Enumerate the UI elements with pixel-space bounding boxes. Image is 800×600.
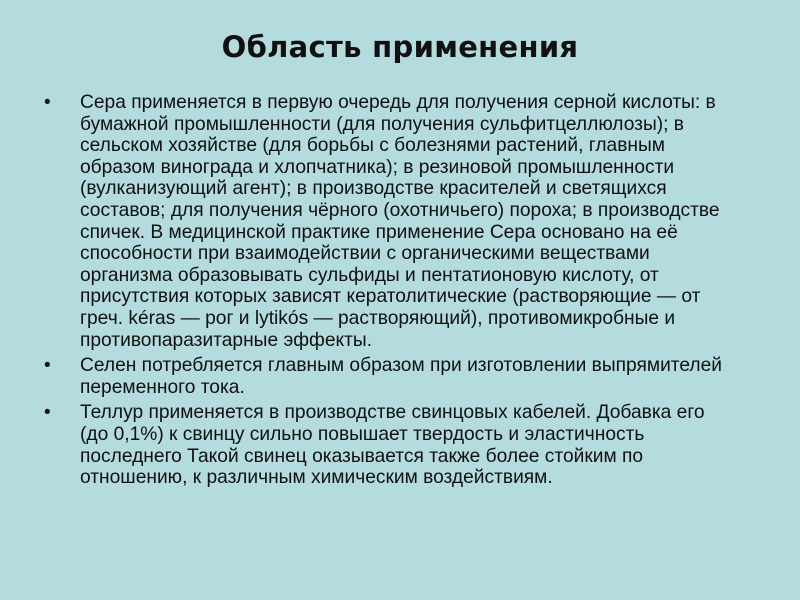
bullet-text-tellurium: Теллур применяется в производстве свинцовых кабелей. Добавка его (до 0,1%) к свинцу сильно повышает твердость и эластичность последнего Такой свинец оказывается также более стойким по отношению, к различным химическим воздействиям. bbox=[80, 402, 705, 489]
bullet-list bbox=[44, 92, 734, 493]
bullet-text-sulfur: Сера применяется в первую очередь для получения серной кислоты: в бумажной промышленности (для получения сульфитцеллюлозы); в сельском хозяйстве (для борьбы с болезнями растений, главным образом винограда и хлопчатника); в резиновой промышленности (вулканизующий агент); в производстве красителей и светящихся составов; для получения чёрного (охотничьего) пороха; в производстве спичек. В медицинской практике применение Сера основано на её способности при взаимодействии с органическими веществами организма образовывать сульфиды и пентатионовую кислоту, от присутствия которых зависят кератолитические (растворяющие — от греч. kéras — рог и lytikós — растворяющий), противомикробные и противопаразитарные эффекты. bbox=[80, 92, 720, 351]
bullet-item-tellurium bbox=[44, 402, 734, 488]
bullet-item-sulfur bbox=[44, 92, 734, 351]
bullet-marker: • bbox=[44, 402, 51, 424]
bullet-text-selenium: Селен потребляется главным образом при изготовлении выпрямителей переменного тока. bbox=[80, 355, 722, 398]
slide-title: Область применения bbox=[221, 30, 579, 64]
bullet-item-selenium bbox=[44, 355, 734, 398]
bullet-marker: • bbox=[44, 92, 51, 113]
bullet-marker: • bbox=[44, 355, 51, 377]
